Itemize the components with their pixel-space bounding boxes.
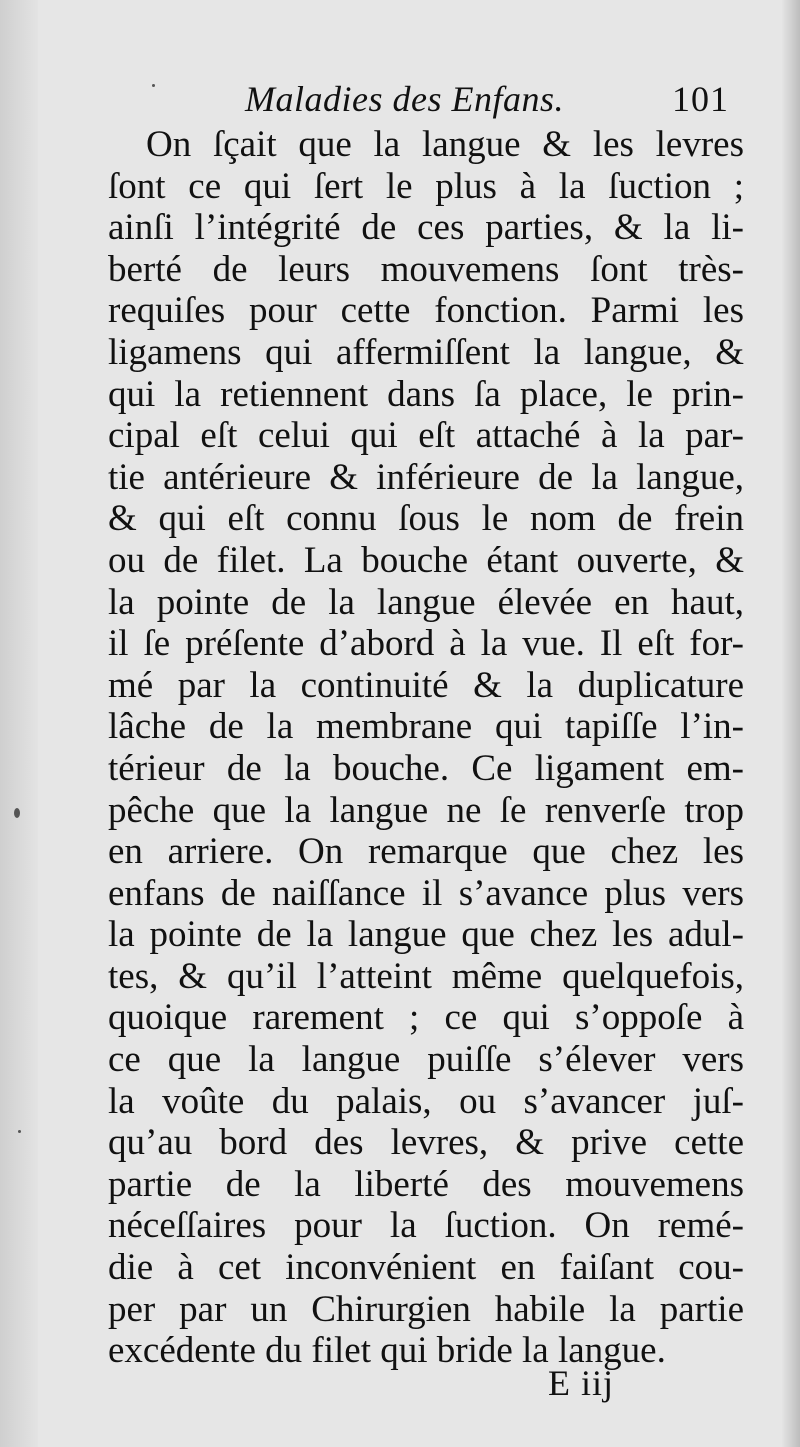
text-line: cipal eſt celui qui eſt attaché à la par-: [108, 415, 744, 457]
text-line: mé par la continuité & la duplicature: [108, 664, 744, 706]
text-line: il ſe préſente d’abord à la vue. Il eſt for-: [108, 623, 744, 665]
text-line: excédente du filet qui bride la langue.: [108, 1330, 666, 1372]
running-title: Maladies des Enfans.: [245, 79, 564, 119]
text-line: enfans de naiſſance il s’avance plus vers: [108, 872, 744, 914]
text-line: berté de leurs mouvemens ſont très-: [108, 248, 744, 290]
text-line: On ſçait que la langue & les levres: [146, 124, 744, 165]
text-line: ainſi l’intégrité de ces parties, & la li-: [108, 207, 744, 249]
body-paragraph: [108, 124, 744, 1372]
text-line: qu’au bord des levres, & prive cette: [108, 1122, 744, 1164]
text-line: en arriere. On remarque que chez les: [108, 831, 744, 873]
text-line: térieur de la bouche. Ce ligament em-: [108, 747, 744, 789]
text-line: la pointe de la langue élevée en haut,: [108, 581, 744, 623]
page-edge-shadow: [782, 0, 800, 1447]
text-line: la pointe de la langue que chez les adul-: [108, 914, 744, 956]
page-number: 101: [672, 79, 729, 119]
text-line: ce que la langue puiſſe s’élever vers: [108, 1039, 744, 1081]
paper-speck: [14, 808, 20, 818]
text-line: requiſes pour cette fonction. Parmi les: [108, 290, 744, 332]
text-line: néceſſaires pour la ſuction. On remé-: [108, 1205, 744, 1247]
text-line: tes, & qu’il l’atteint même quelquefois,: [108, 955, 744, 997]
text-line: la voûte du palais, ou s’avancer juſ-: [108, 1080, 744, 1122]
page-header: [245, 78, 745, 128]
text-line: tie antérieure & inférieure de la langue,: [108, 456, 744, 498]
paper-speck: [18, 1130, 21, 1133]
text-line: lâche de la membrane qui tapiſſe l’in-: [108, 706, 744, 748]
text-line: die à cet inconvénient en faiſant cou-: [108, 1247, 744, 1289]
text-line: partie de la liberté des mouvemens: [108, 1163, 744, 1205]
text-line: ligamens qui affermiſſent la langue, &: [108, 331, 744, 373]
page-gutter-shadow: [0, 0, 38, 1447]
paper-speck: [152, 84, 155, 87]
text-line: qui la retiennent dans ſa place, le prin-: [108, 373, 744, 415]
text-line: per par un Chirurgien habile la partie: [108, 1288, 744, 1330]
text-line: & qui eſt connu ſous le nom de frein: [108, 498, 744, 540]
signature-mark: E iij: [548, 1363, 614, 1403]
text-line: ſont ce qui ſert le plus à la ſuction ;: [108, 165, 744, 207]
text-line: pêche que la langue ne ſe renverſe trop: [108, 789, 744, 831]
text-line: quoique rarement ; ce qui s’oppoſe à: [108, 997, 744, 1039]
text-line: ou de filet. La bouche étant ouverte, &: [108, 539, 744, 581]
